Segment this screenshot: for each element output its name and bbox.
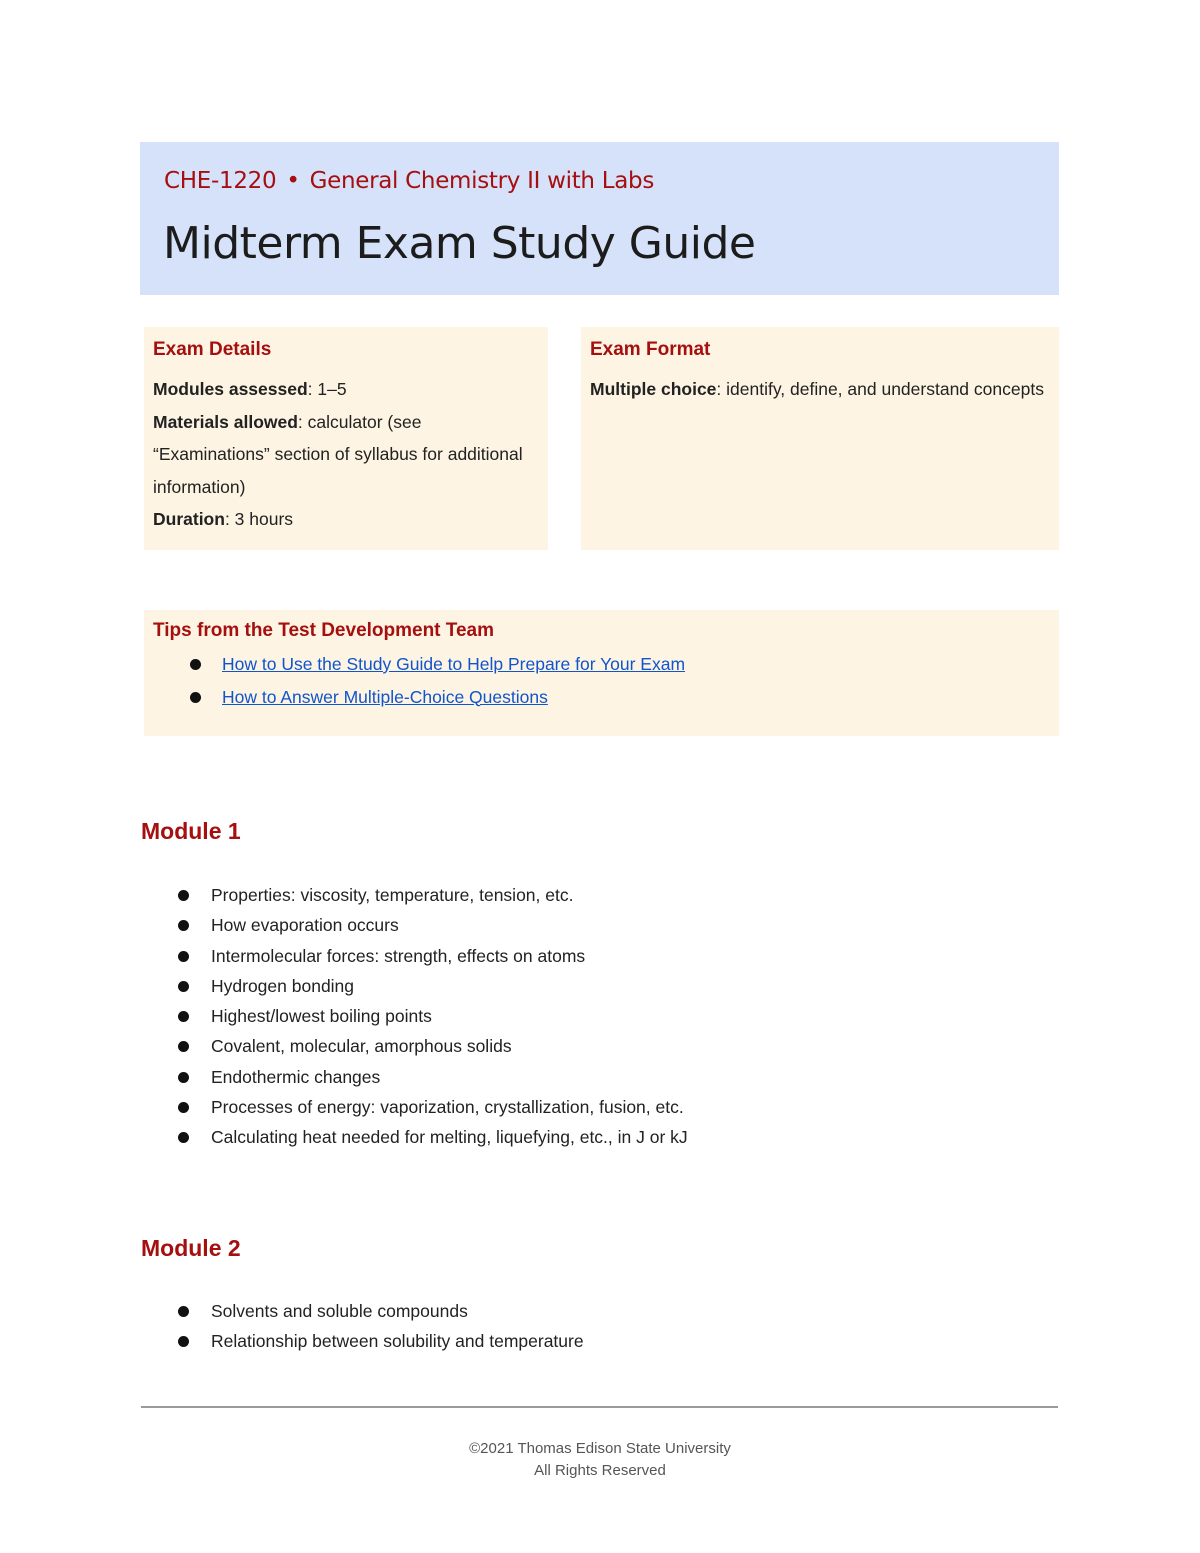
duration-label: Duration [153, 509, 225, 529]
list-item-text: Solvents and soluble compounds [211, 1301, 468, 1321]
list-item-text: Highest/lowest boiling points [211, 1006, 432, 1027]
list-item [141, 1092, 688, 1122]
module-2-heading: Module 2 [141, 1235, 241, 1261]
bullet-icon [178, 1041, 189, 1052]
list-item-text: Processes of energy: vaporization, crystallization, fusion, etc. [211, 1097, 684, 1118]
course-separator: • [286, 168, 300, 194]
course-line [164, 168, 654, 194]
materials-allowed-value: : calculator (see “Examinations” section of syllabus for additional information) [153, 411, 523, 497]
tips-card [144, 610, 1059, 736]
study-guide-link[interactable]: How to Use the Study Guide to Help Prepare for Your Exam [222, 654, 686, 674]
exam-format-card [581, 327, 1059, 550]
bullet-icon [178, 951, 189, 962]
module-1-list [141, 880, 688, 1153]
course-code: CHE-1220 [164, 168, 277, 194]
list-item [141, 1326, 584, 1356]
module-1-heading: Module 1 [141, 818, 241, 844]
bullet-icon [178, 1072, 189, 1083]
footer-rights: All Rights Reserved [534, 1462, 666, 1479]
list-item [141, 1122, 688, 1152]
bullet-icon [178, 890, 189, 901]
list-item [141, 971, 688, 1001]
list-item-text: Intermolecular forces: strength, effects on atoms [211, 945, 586, 966]
header-banner [140, 142, 1059, 295]
modules-assessed-label: Modules assessed [153, 379, 308, 399]
list-item [141, 880, 688, 910]
tips-list [153, 648, 1050, 713]
list-item-text: Hydrogen bonding [211, 975, 355, 996]
list-item-text: Endothermic changes [211, 1066, 381, 1087]
course-name: General Chemistry II with Labs [309, 168, 654, 194]
bullet-icon [190, 659, 201, 670]
exam-format-type-label: Multiple choice [590, 379, 717, 399]
exam-format-body [590, 373, 1050, 406]
list-item-text: Properties: viscosity, temperature, tension, etc. [211, 885, 574, 905]
exam-format-type [590, 373, 1050, 406]
bullet-icon [178, 981, 189, 992]
bullet-icon [178, 1011, 189, 1022]
list-item-text: Covalent, molecular, amorphous solids [211, 1036, 512, 1057]
tips-heading: Tips from the Test Development Team [153, 620, 495, 641]
duration [153, 503, 539, 536]
exam-details-body [153, 373, 539, 536]
list-item-text: How evaporation occurs [211, 915, 399, 936]
list-item-text: Relationship between solubility and temperature [211, 1331, 584, 1352]
footer-divider [141, 1406, 1058, 1408]
materials-allowed [153, 406, 539, 504]
bullet-icon [178, 920, 189, 931]
exam-details-heading: Exam Details [153, 339, 272, 360]
list-item [141, 941, 688, 971]
bullet-icon [190, 692, 201, 703]
list-item [141, 1031, 688, 1061]
bullet-icon [178, 1336, 189, 1347]
multiple-choice-link[interactable]: How to Answer Multiple-Choice Questions [222, 686, 548, 707]
duration-value: : 3 hours [224, 509, 294, 529]
materials-allowed-label: Materials allowed [153, 411, 298, 432]
bullet-icon [178, 1132, 189, 1143]
exam-format-type-value: : identify, define, and understand concepts [716, 379, 1044, 399]
module-2-list [141, 1296, 584, 1357]
list-item [141, 1001, 688, 1031]
exam-format-heading: Exam Format [590, 339, 711, 360]
tips-list-item [153, 681, 1050, 714]
bullet-icon [178, 1306, 189, 1317]
list-item-text: Calculating heat needed for melting, liquefying, etc., in J or kJ [211, 1127, 688, 1148]
list-item [141, 910, 688, 940]
bullet-icon [178, 1102, 189, 1113]
modules-assessed-value: : 1–5 [307, 379, 347, 399]
page-title: Midterm Exam Study Guide [163, 218, 756, 269]
list-item [141, 1062, 688, 1092]
list-item [141, 1296, 584, 1326]
modules-assessed [153, 373, 539, 406]
tips-list-item [153, 648, 1050, 681]
exam-details-card [144, 327, 548, 550]
footer-copyright: ©2021 Thomas Edison State University [469, 1440, 731, 1457]
